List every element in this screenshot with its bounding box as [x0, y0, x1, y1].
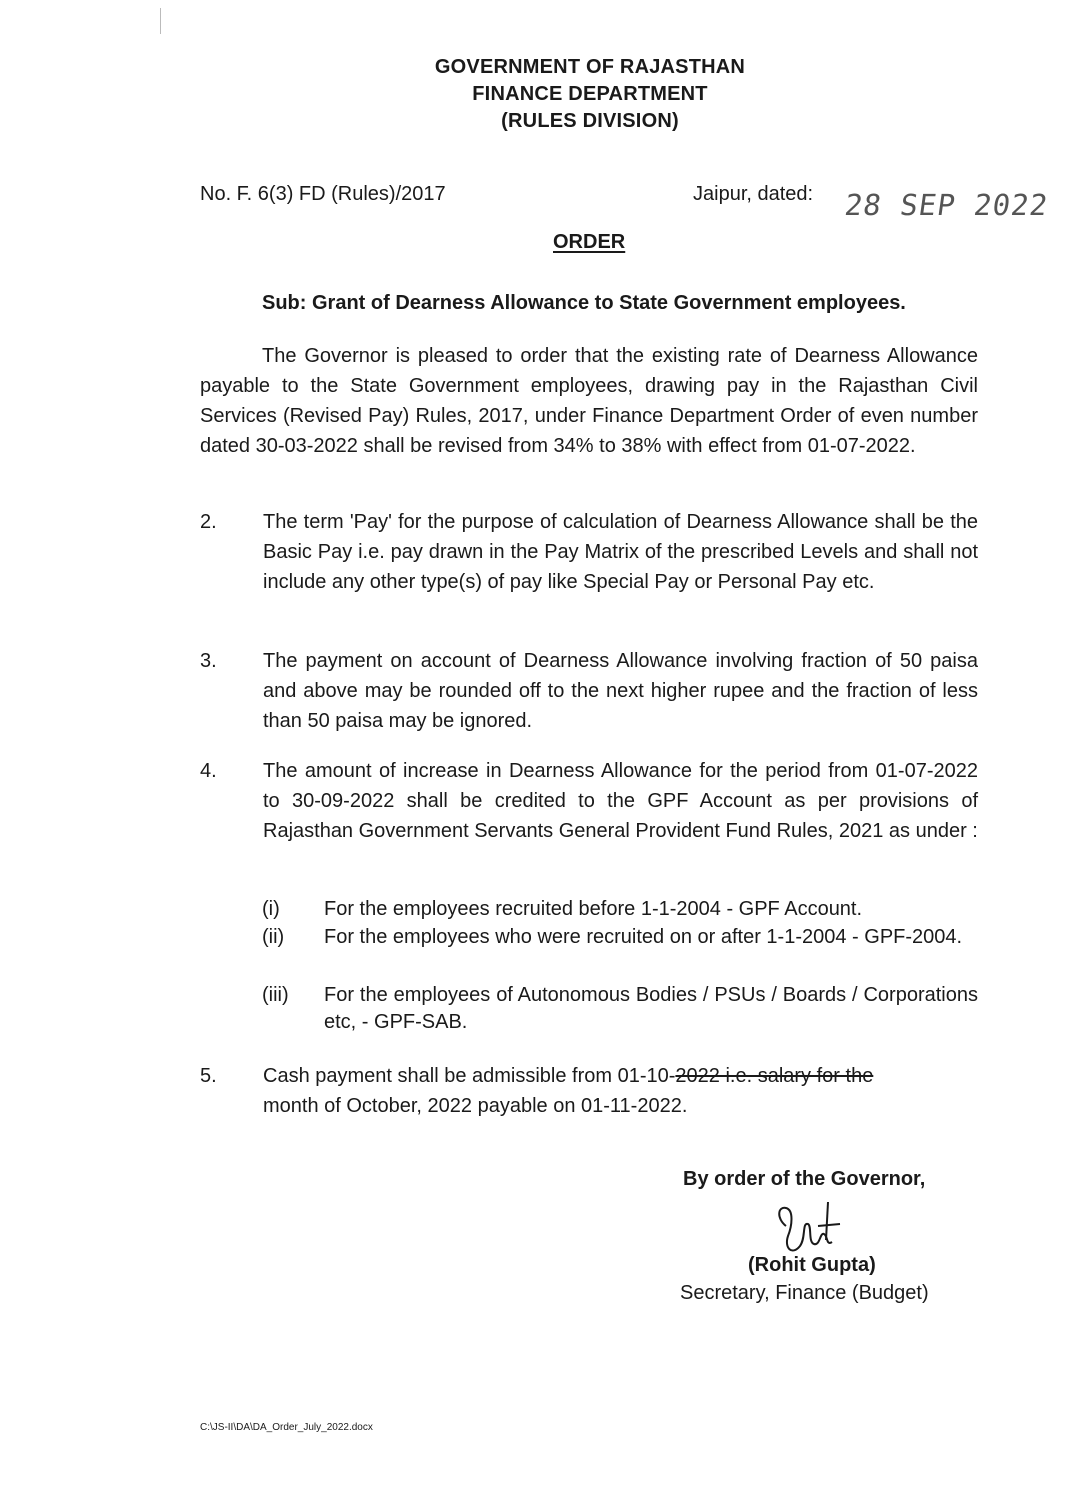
document-header	[0, 54, 1080, 135]
sub-item-text: For the employees of Autonomous Bodies / PSUs / Boards / Corporations etc, - GPF-SAB.	[324, 984, 978, 1033]
paragraph-text-part: month of October, 2022 payable on 01-11-2022.	[263, 1095, 688, 1117]
reference-number: No. F. 6(3) FD (Rules)/2017	[200, 183, 446, 205]
header-government: GOVERNMENT OF RAJASTHAN	[434, 56, 746, 78]
struck-text: 2022 i.e. salary for the	[675, 1065, 874, 1087]
paragraph-text: The amount of increase in Dearness Allowance for the period from 01-07-2022 to 30-09-2022 shall be credited to the GPF Account as per provisions of Rajasthan Government Servants General Provident Fund Rules, 2021 as under :	[263, 760, 978, 842]
paragraph-3	[200, 646, 978, 736]
sub-item-i	[262, 896, 978, 923]
sub-item-iii	[262, 982, 978, 1036]
paragraph-5	[200, 1061, 978, 1121]
signer-name: (Rohit Gupta)	[748, 1254, 876, 1276]
sub-item-text: For the employees recruited before 1-1-2004 - GPF Account.	[324, 898, 863, 920]
paragraph-number: 2.	[200, 511, 217, 533]
paragraph-text: The term 'Pay' for the purpose of calculation of Dearness Allowance shall be the Basic Pay i.e. pay drawn in the Pay Matrix of the prescribed Levels and shall not include any other type(s) of pay like Special Pay or Personal Pay etc.	[263, 511, 978, 593]
dated-label: Jaipur, dated:	[693, 183, 814, 205]
paragraph-number: 4.	[200, 760, 217, 782]
paragraph-4	[200, 756, 978, 846]
file-path-footer: C:\JS-II\DA\DA_Order_July_2022.docx	[200, 1422, 373, 1433]
paragraph-number: 5.	[200, 1065, 217, 1087]
intro-paragraph: The Governor is pleased to order that the existing rate of Dearness Allowance payable to the State Government employees, drawing pay in the Rajasthan Civil Services (Revised Pay) Rules, 2017, under Finance Department Order of even number dated 30-03-2022 shall be revised from 34% to 38% with effect from 01-07-2022.	[200, 345, 978, 457]
paragraph-number: 3.	[200, 650, 217, 672]
scan-mark	[160, 8, 161, 34]
by-order-line: By order of the Governor,	[683, 1168, 926, 1190]
sub-item-number: (iii)	[262, 984, 289, 1006]
paragraph-2	[200, 507, 978, 597]
sub-item-number: (ii)	[262, 926, 285, 948]
subject-line: Sub: Grant of Dearness Allowance to State Government employees.	[262, 292, 906, 314]
header-department: FINANCE DEPARTMENT	[472, 83, 708, 105]
date-stamp: 28 SEP 2022	[842, 188, 1051, 222]
sub-item-number: (i)	[262, 898, 280, 920]
sub-item-ii	[262, 924, 978, 951]
paragraph-text-part: Cash payment shall be admissible from 01-10-	[263, 1065, 676, 1087]
signer-title: Secretary, Finance (Budget)	[680, 1282, 929, 1304]
order-title: ORDER	[553, 231, 626, 253]
header-division: (RULES DIVISION)	[501, 110, 679, 132]
sub-item-text: For the employees who were recruited on or after 1-1-2004 - GPF-2004.	[324, 926, 963, 948]
paragraph-text	[263, 1061, 978, 1121]
paragraph-text: The payment on account of Dearness Allowance involving fraction of 50 paisa and above may be rounded off to the next higher rupee and the fraction of less than 50 paisa may be ignored.	[263, 650, 978, 732]
